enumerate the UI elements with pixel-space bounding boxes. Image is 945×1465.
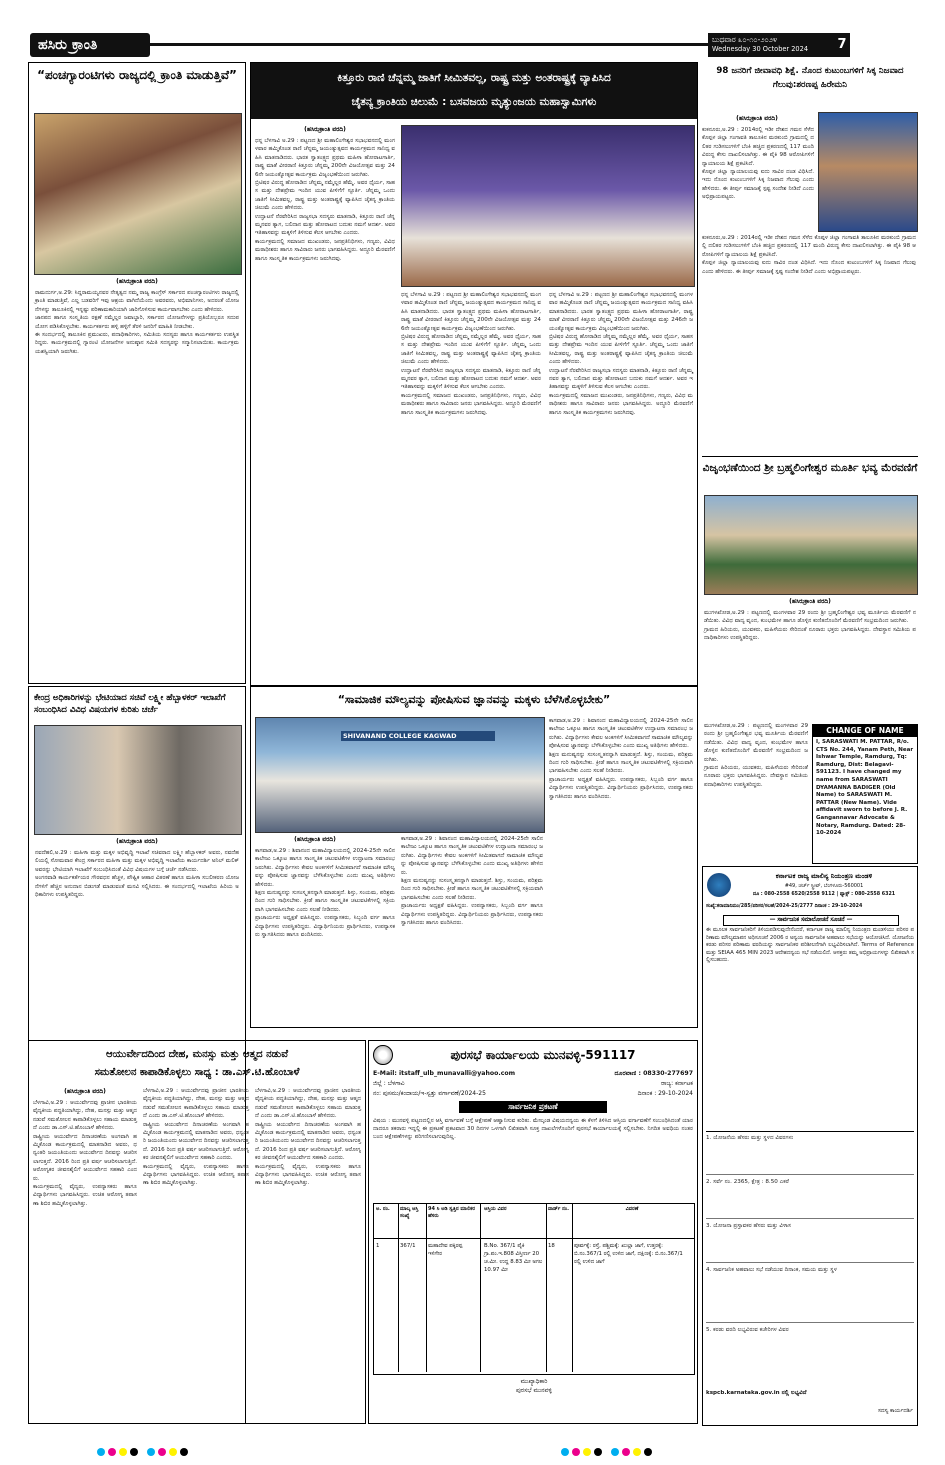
kspcb-notice: [702, 866, 918, 1426]
change-of-name-title: CHANGE OF NAME: [813, 725, 917, 737]
ayurveda-credit: (ಹಸಿರುಕ್ರಾಂತಿ ವರದಿ): [64, 1088, 106, 1095]
college-body-col2: ಕಾಗವಾಡ,ಅ.29 : ಶಿವಾನಂದ ಮಹಾವಿದ್ಯಾಲಯದಲ್ಲಿ 2024-25ನೇ ಸಾಲಿನ ಕಾಲೇಜು ಒಕ್ಕೂಟ ಹಾಗೂ ಸಾಂಸ್ಕೃತಿಕ ಚಟುವಟಿಕೆಗಳ ಉದ್ಘಾಟನಾ ಸಮಾರಂಭ ಜರುಗಿತು. ವಿದ್ಯಾರ್ಥಿಗಳು ಕೇವಲ ಅಂಕಗಳಿಗೆ ಸೀಮಿತವಾಗದೆ ಸಾಮಾಜಿಕ ಮೌಲ್ಯವನ್ನು ಪೋಷಿಸುವ ಜ್ಞಾನವನ್ನು ಬೆಳೆಸಿಕೊಳ್ಳಬೇಕು ಎಂದು ಮುಖ್ಯ ಅತಿಥಿಗಳು ಹೇಳಿದರು. ಶಿಕ್ಷಣ ಮನುಷ್ಯನನ್ನು ಸುಸಂಸ್ಕೃತನನ್ನಾಗಿ ಮಾಡುತ್ತದೆ. ಶಿಸ್ತು, ಸಂಯಮ, ಪರಿಶ್ರಮದಿಂದ ಗುರಿ ಸಾಧಿಸಬೇಕು. ಕ್ರೀಡೆ ಹಾಗೂ ಸಾಂಸ್ಕೃತಿಕ ಚಟುವಟಿಕೆಗಳಲ್ಲಿ ಸಕ್ರಿಯವಾಗಿ ಭಾಗವಹಿಸಬೇಕು ಎಂದು ಸಲಹೆ ನೀಡಿದರು. ಪ್ರಾಚಾರ್ಯರು ಅಧ್ಯಕ್ಷತೆ ವಹಿಸಿದ್ದರು. ಉಪನ್ಯಾಸಕರು, ಸಿಬ್ಬಂದಿ ವರ್ಗ ಹಾಗೂ ವಿದ್ಯಾರ್ಥಿಗಳು ಉಪಸ್ಥಿತರಿದ್ದರು. ವಿದ್ಯಾರ್ಥಿನಿಯರು ಪ್ರಾರ್ಥಿಸಿದರು, ಉಪನ್ಯಾಸಕರು ಸ್ವಾಗತಿಸಿದರು ಹಾಗೂ ವಂದಿಸಿದರು.: [401, 836, 543, 927]
municipal-notice: [368, 1040, 698, 1424]
table-header-row: [374, 1204, 694, 1239]
kspcb-title: ಕರ್ನಾಟಕ ರಾಜ್ಯ ಮಾಲಿನ್ಯ ನಿಯಂತ್ರಣ ಮಂಡಳಿ: [775, 872, 873, 880]
guarantee-credit: (ಹಸಿರುಕ್ರಾಂತಿ ವರದಿ): [116, 278, 158, 285]
table-cell: ಪೂರ್ವಕ್ಕೆ: ರಸ್ತೆ, ಪಶ್ಚಿಮಕ್ಕೆ: ಖುಲ್ಲಾ ಜಾಗೆ, ಉತ್ತರಕ್ಕೆ: ಬಿ.ನಂ.367/1 ರಲ್ಲಿ ಉಳಿದ ಜಾಗೆ, ದಕ್ಷಿಣಕ್ಕೆ: ಬಿ.ನಂ.367/1 ರಲ್ಲಿ ಉಳಿದ ಜಾಗೆ: [574, 1243, 683, 1265]
kspcb-item: 5. ಕರಡು ವರದಿ ಲಭ್ಯವಿರುವ ಕಚೇರಿಗಳ ವಿವರ: [706, 1327, 789, 1333]
table-header: ವಿವರಣೆ: [625, 1206, 639, 1212]
life-sentence-credit: (ಹಸಿರುಕ್ರಾಂತಿ ವರದಿ): [736, 115, 778, 122]
chennamma-body-col2: ಧನ್ನ ಬೆಳಗಾವಿ ಅ.29 : ಪಟ್ಟಣದ ಶ್ರೀ ಮಹಾಲಿಂಗೇಶ್ವರ ಸಭಾಭವನದಲ್ಲಿ ಮಂಗಳವಾರ ಹಮ್ಮಿಕೊಂಡ ರಾಣಿ ಚೆನ್ನಮ್ಮ ಜಯಂತ್ಯುತ್ಸವದ ಕಾರ್ಯಕ್ರಮದ ಸಾನಿಧ್ಯ ವಹಿಸಿ ಮಾತನಾಡಿದರು. ಭಾರತ ಸ್ವಾತಂತ್ರ್ಯದ ಪ್ರಥಮ ಮಹಿಳಾ ಹೋರಾಟಗಾರ್ತಿ, ರಾಷ್ಟ್ರ ಮಾತೆ ವೀರರಾಣಿ ಕಿತ್ತೂರು ಚೆನ್ನಮ್ಮ 200ನೇ ವಿಜಯೋತ್ಸವ ಮತ್ತು 246ನೇ ಜಯಂತ್ಯೋತ್ಸವ ಕಾರ್ಯಕ್ರಮ ವಿಜೃಂಭಣೆಯಿಂದ ಜರುಗಿತು. ಬ್ರಿಟಿಷರ ವಿರುದ್ಧ ಹೋರಾಡಿದ ಚೆನ್ನಮ್ಮ ನಮ್ಮೆಲ್ಲರ ಹೆಮ್ಮೆ. ಅವರ ಧೈರ್ಯ, ಸಾಹಸ ಮತ್ತು ದೇಶಪ್ರೇಮ ಇಂದಿನ ಯುವ ಪೀಳಿಗೆಗೆ ಸ್ಫೂರ್ತಿ. ಚೆನ್ನಮ್ಮ ಒಂದು ಜಾತಿಗೆ ಸೀಮಿತವಲ್ಲ, ರಾಷ್ಟ್ರ ಮತ್ತು ಅಂತರಾಷ್ಟ್ರಕ್ಕೆ ವ್ಯಾಪಿಸಿದ ಚೈತನ್ಯ ಕ್ರಾಂತಿಯ ಚಿಲುಮೆ ಎಂದು ಹೇಳಿದರು. ಉದ್ಘಾಟನೆ ನೆರವೇರಿಸಿದ ರಾಜ್ಯಸಭಾ ಸದಸ್ಯರು ಮಾತನಾಡಿ, ಕಿತ್ತೂರು ರಾಣಿ ಚೆನ್ನಮ್ಮನವರ ತ್ಯಾಗ, ಬಲಿದಾನ ಮತ್ತು ಹೋರಾಟದ ಬದುಕು ನಮಗೆ ಆದರ್ಶ. ಅವರ ಇತಿಹಾಸವನ್ನು ಮಕ್ಕಳಿಗೆ ತಿಳಿಸುವ ಕೆಲಸ ಆಗಬೇಕು ಎಂದರು. ಕಾರ್ಯಕ್ರಮದಲ್ಲಿ ಸಮಾಜದ ಮುಖಂಡರು, ಜನಪ್ರತಿನಿಧಿಗಳು, ಗಣ್ಯರು, ವಿವಿಧ ಮಠಾಧೀಶರು ಹಾಗೂ ಸಾವಿರಾರು ಜನರು ಭಾಗವಹಿಸಿದ್ದರು. ಅದ್ಧೂರಿ ಮೆರವಣಿಗೆ ಹಾಗೂ ಸಾಂಸ್ಕೃತಿಕ ಕಾರ್ಯಕ್ರಮಗಳು ಜರುಗಿದವು.: [401, 292, 541, 416]
registration-dots-icon: [96, 1447, 216, 1457]
municipal-signature: ಮುಖ್ಯಾಧಿಕಾರಿ ಪುರಸಭೆ ಮುನವಳ್ಳಿ: [516, 1378, 552, 1394]
kspcb-item: 3. ಯೋಜನಾ ಪ್ರಸ್ತಾವಕರ ಹೆಸರು ಮತ್ತು ವಿಳಾಸ: [706, 1222, 914, 1263]
kspcb-signature: ಸದಸ್ಯ ಕಾರ್ಯದರ್ಶಿ: [877, 1408, 913, 1414]
table-header: 94 ಸಿ ಅಡಿ ಸ್ವತ್ತಿನ ಮಾಲಿಕರ ಹೆಸರು: [428, 1206, 476, 1219]
municipal-subtitle: ಸಾರ್ವಜನಿಕ ಪ್ರಕಟಣೆ: [459, 1101, 607, 1113]
hebbalkar-body: ನವದೆಹಲಿ,ಅ.29 : ಮಹಿಳಾ ಮತ್ತು ಮಕ್ಕಳ ಅಭಿವೃದ್ಧಿ ಇಲಾಖೆ ಸಚಿವರಾದ ಲಕ್ಷ್ಮೀ ಹೆಬ್ಬಾಳಕರ್ ಅವರು, ನವದೆಹಲಿಯಲ್ಲಿ ಸೋಮವಾರ ಕೇಂದ್ರ ಸರ್ಕಾರದ ಮಹಿಳಾ ಮತ್ತು ಮಕ್ಕಳ ಅಭಿವೃದ್ಧಿ ಇಲಾಖೆಯ ಕಾರ್ಯದರ್ಶಿ ಅನಿಲ್ ಮಲಿಕ್ ಅವರನ್ನು ಭೇಟಿಯಾಗಿ ಇಲಾಖೆಗೆ ಸಂಬಂಧಿಸಿದಂತೆ ವಿವಿಧ ವಿಷಯಗಳ ಬಗ್ಗೆ ಚರ್ಚೆ ನಡೆಸಿದರು. ಅಂಗನವಾಡಿ ಕಾರ್ಯಕರ್ತೆಯರ ಗೌರವಧನ ಹೆಚ್ಚಳ, ಪೌಷ್ಟಿಕ ಆಹಾರ ವಿತರಣೆ ಹಾಗೂ ಮಹಿಳಾ ಸಬಲೀಕರಣ ಯೋಜನೆಗಳಿಗೆ ಹೆಚ್ಚಿನ ಅನುದಾನ ಬಿಡುಗಡೆ ಮಾಡುವಂತೆ ಮನವಿ ಸಲ್ಲಿಸಿದರು. ಈ ಸಂದರ್ಭದಲ್ಲಿ ಇಲಾಖೆಯ ಹಿರಿಯ ಅಧಿಕಾರಿಗಳು ಉಪಸ್ಥಿತರಿದ್ದರು.: [35, 850, 239, 899]
table-header: ಆಸ್ತಿಯ ವಿವರ: [484, 1206, 507, 1212]
chennamma-body-col3: ಧನ್ನ ಬೆಳಗಾವಿ ಅ.29 : ಪಟ್ಟಣದ ಶ್ರೀ ಮಹಾಲಿಂಗೇಶ್ವರ ಸಭಾಭವನದಲ್ಲಿ ಮಂಗಳವಾರ ಹಮ್ಮಿಕೊಂಡ ರಾಣಿ ಚೆನ್ನಮ್ಮ ಜಯಂತ್ಯುತ್ಸವದ ಕಾರ್ಯಕ್ರಮದ ಸಾನಿಧ್ಯ ವಹಿಸಿ ಮಾತನಾಡಿದರು. ಭಾರತ ಸ್ವಾತಂತ್ರ್ಯದ ಪ್ರಥಮ ಮಹಿಳಾ ಹೋರಾಟಗಾರ್ತಿ, ರಾಷ್ಟ್ರ ಮಾತೆ ವೀರರಾಣಿ ಕಿತ್ತೂರು ಚೆನ್ನಮ್ಮ 200ನೇ ವಿಜಯೋತ್ಸವ ಮತ್ತು 246ನೇ ಜಯಂತ್ಯೋತ್ಸವ ಕಾರ್ಯಕ್ರಮ ವಿಜೃಂಭಣೆಯಿಂದ ಜರುಗಿತು. ಬ್ರಿಟಿಷರ ವಿರುದ್ಧ ಹೋರಾಡಿದ ಚೆನ್ನಮ್ಮ ನಮ್ಮೆಲ್ಲರ ಹೆಮ್ಮೆ. ಅವರ ಧೈರ್ಯ, ಸಾಹಸ ಮತ್ತು ದೇಶಪ್ರೇಮ ಇಂದಿನ ಯುವ ಪೀಳಿಗೆಗೆ ಸ್ಫೂರ್ತಿ. ಚೆನ್ನಮ್ಮ ಒಂದು ಜಾತಿಗೆ ಸೀಮಿತವಲ್ಲ, ರಾಷ್ಟ್ರ ಮತ್ತು ಅಂತರಾಷ್ಟ್ರಕ್ಕೆ ವ್ಯಾಪಿಸಿದ ಚೈತನ್ಯ ಕ್ರಾಂತಿಯ ಚಿಲುಮೆ ಎಂದು ಹೇಳಿದರು. ಉದ್ಘಾಟನೆ ನೆರವೇರಿಸಿದ ರಾಜ್ಯಸಭಾ ಸದಸ್ಯರು ಮಾತನಾಡಿ, ಕಿತ್ತೂರು ರಾಣಿ ಚೆನ್ನಮ್ಮನವರ ತ್ಯಾಗ, ಬಲಿದಾನ ಮತ್ತು ಹೋರಾಟದ ಬದುಕು ನಮಗೆ ಆದರ್ಶ. ಅವರ ಇತಿಹಾಸವನ್ನು ಮಕ್ಕಳಿಗೆ ತಿಳಿಸುವ ಕೆಲಸ ಆಗಬೇಕು ಎಂದರು. ಕಾರ್ಯಕ್ರಮದಲ್ಲಿ ಸಮಾಜದ ಮುಖಂಡರು, ಜನಪ್ರತಿನಿಧಿಗಳು, ಗಣ್ಯರು, ವಿವಿಧ ಮಠಾಧೀಶರು ಹಾಗೂ ಸಾವಿರಾರು ಜನರು ಭಾಗವಹಿಸಿದ್ದರು. ಅದ್ಧೂರಿ ಮೆರವಣಿಗೆ ಹಾಗೂ ಸಾಂಸ್ಕೃತಿಕ ಕಾರ್ಯಕ್ರಮಗಳು ಜರುಗಿದವು.: [549, 292, 693, 416]
kspcb-items: [706, 1131, 914, 1382]
kspcb-subtitle: — ಸಾರ್ವಜನಿಕ ಸಮಾಲೋಚನೆ ಸೂಚನೆ —: [723, 915, 899, 926]
paper-name: ಹಸಿರು ಕ್ರಾಂತಿ: [38, 37, 98, 53]
article-college: [250, 686, 698, 1028]
municipal-table: [373, 1203, 695, 1375]
date-english: Wednesday 30 October 2024: [712, 45, 809, 53]
procession-photo: [704, 495, 918, 595]
kspcb-address: #49, ಚರ್ಚ್ ಸ್ಟ್ರೀಟ್, ಬೆಂಗಳೂರು-560001: [784, 883, 864, 889]
life-sentence-body-top: ಕುಕನೂರು,ಅ.29 : 2014ರಲ್ಲಿ ಇಡೀ ದೇಶದ ಗಮನ ಸೆಳೆದ ಕೊಪ್ಪಳ ಜಿಲ್ಲಾ ಗಂಗಾವತಿ ತಾಲೂಕಿನ ಮರಕುಂಬಿ ಗ್ರಾಮದಲ್ಲಿ ದಲಿತರ ಗುಡಿಸಲುಗಳಿಗೆ ಬೆಂಕಿ ಹಚ್ಚಿದ ಪ್ರಕರಣದಲ್ಲಿ 117 ಮಂದಿ ವಿರುದ್ಧ ಕೇಸು ದಾಖಲಿಸಲಾಗಿತ್ತು. ಈ ಪೈಕಿ 98 ಆರೋಪಿಗಳಿಗೆ ನ್ಯಾಯಾಲಯ ಶಿಕ್ಷೆ ಪ್ರಕಟಿಸಿದೆ. ಕೊಪ್ಪಳ ಜಿಲ್ಲಾ ನ್ಯಾಯಾಲಯವು ಐದು ಸಾವಿರ ದಂಡ ವಿಧಿಸಿದೆ. ಇದು ನೊಂದ ಕುಟುಂಬಗಳಿಗೆ ಸಿಕ್ಕ ನಿಜವಾದ ಗೆಲುವು ಎಂದು ಹೇಳಿದರು. ಈ ತೀರ್ಪು ಸಮಾಜಕ್ಕೆ ಸ್ಪಷ್ಟ ಸಂದೇಶ ನೀಡಿದೆ ಎಂದು ಅಭಿಪ್ರಾಯಪಟ್ಟರು.: [702, 127, 814, 201]
hiremani-portrait: [818, 112, 918, 232]
page-number: 7: [834, 33, 850, 57]
procession-body: ಮುಗಳಖೋಡ,ಅ.29 : ಪಟ್ಟಣದಲ್ಲಿ ಮಂಗಳವಾರ 29 ರಂದು ಶ್ರೀ ಬ್ರಹ್ಮಲಿಂಗೇಶ್ವರ ಭವ್ಯ ಮೂರ್ತಿಯ ಮೆರವಣಿಗೆ ನಡೆಯಿತು. ವಿವಿಧ ವಾದ್ಯ ವೃಂದ, ಕುಂಭಮೇಳ ಹಾಗೂ ಡೊಳ್ಳಿನ ಕುಣಿತದೊಂದಿಗೆ ಮೆರವಣಿಗೆ ಸಂಭ್ರಮದಿಂದ ಜರುಗಿತು. ಗ್ರಾಮದ ಹಿರಿಯರು, ಯುವಕರು, ಮಹಿಳೆಯರು ಸೇರಿದಂತೆ ನೂರಾರು ಭಕ್ತರು ಭಾಗವಹಿಸಿದ್ದರು. ದೇವಸ್ಥಾನ ಸಮಿತಿಯ ಪದಾಧಿಕಾರಿಗಳು ಉಪಸ್ಥಿತರಿದ್ದರು.: [704, 610, 916, 642]
guarantee-headline: “ಪಂಚಗ್ಯಾರಂಟಿಗಳು ರಾಜ್ಯದಲ್ಲಿ ಕ್ರಾಂತಿ ಮಾಡುತ್ತಿವೆ”: [37, 68, 237, 82]
article-guarantee: [28, 62, 246, 684]
article-procession: [702, 456, 918, 719]
kspcb-item: 4. ಸಾರ್ವಜನಿಕ ಅಹವಾಲು ಸಭೆ ನಡೆಯುವ ದಿನಾಂಕ, ಸಮಯ ಮತ್ತು ಸ್ಥಳ: [706, 1266, 914, 1323]
table-header: ಅ. ನಂ.: [376, 1206, 390, 1212]
municipal-body: ವಿಷಯ : ಮುನವಳ್ಳಿ ಪಟ್ಟಣದಲ್ಲಿನ ಆಸ್ತಿ ವರ್ಗಾವಣೆ ಬಗ್ಗೆ ಆಕ್ಷೇಪಣೆ ಆಹ್ವಾನಿಸುವ ಕುರಿತು. ಮೇಲ್ಕಂಡ ವಿಷಯದನ್ವಯ ಈ ಕೆಳಗೆ ತಿಳಿಸಿದ ಆಸ್ತಿಯ ವರ್ಗಾವಣೆಗೆ ಸಂಬಂಧಿಸಿದಂತೆ ಯಾರದಾದರೂ ತಕರಾರು ಇದ್ದಲ್ಲಿ ಈ ಪ್ರಕಟಣೆ ಪ್ರಕಟವಾದ 30 ದಿನಗಳ ಒಳಗಾಗಿ ಲಿಖಿತವಾಗಿ ಸೂಕ್ತ ದಾಖಲೆಗಳೊಂದಿಗೆ ಪುರಸಭೆ ಕಾರ್ಯಾಲಯಕ್ಕೆ ಸಲ್ಲಿಸಬೇಕು. ನಿಗದಿತ ಅವಧಿಯ ನಂತರ ಬಂದ ಆಕ್ಷೇಪಣೆಗಳನ್ನು ಪರಿಗಣಿಸಲಾಗುವುದಿಲ್ಲ.: [373, 1118, 695, 1140]
table-cell: 1: [376, 1243, 380, 1249]
municipal-phone: ದೂರವಾಣಿ : 08330-277697: [614, 1070, 693, 1077]
chennamma-headline-2: ಚೈತನ್ಯ ಕ್ರಾಂತಿಯ ಚಿಲುಮೆ : ಬಸವಜಯ ಮೃತ್ಯುಂಜಯ ಮಹಾಸ್ವಾಮಿಗಳು: [351, 96, 597, 108]
municipal-email[interactable]: E-Mail: itstaff_ulb_munavalli@yahoo.com: [373, 1070, 516, 1077]
ayurveda-body-col1: ಬೆಳಗಾವಿ,ಅ.29 : ಆಯುರ್ವೇದವು ಪ್ರಾಚೀನ ಭಾರತೀಯ ವೈದ್ಯಕೀಯ ಪದ್ಧತಿಯಾಗಿದ್ದು, ದೇಹ, ಮನಸ್ಸು ಮತ್ತು ಆತ್ಮದ ನಡುವೆ ಸಮತೋಲನ ಕಾಪಾಡಿಕೊಳ್ಳಲು ಸಹಾಯ ಮಾಡುತ್ತದೆ ಎಂದು ಡಾ.ಎಸ್.ಟಿ.ಹೊಂಬಾಳೆ ಹೇಳಿದರು. ರಾಷ್ಟ್ರೀಯ ಆಯುರ್ವೇದ ದಿನಾಚರಣೆಯ ಅಂಗವಾಗಿ ಹಮ್ಮಿಕೊಂಡ ಕಾರ್ಯಕ್ರಮದಲ್ಲಿ ಮಾತನಾಡಿದ ಅವರು, ಧನ್ವಂತರಿ ಜಯಂತಿಯಂದು ಆಯುರ್ವೇದ ದಿನವನ್ನು ಆಚರಿಸಲಾಗುತ್ತದೆ. 2016 ರಿಂದ ಪ್ರತಿ ವರ್ಷ ಆಚರಿಸಲಾಗುತ್ತಿದೆ. ಆರೋಗ್ಯಕರ ಜೀವನಶೈಲಿಗೆ ಆಯುರ್ವೇದ ಸಹಕಾರಿ ಎಂದರು. ಕಾರ್ಯಕ್ರಮದಲ್ಲಿ ವೈದ್ಯರು, ಉಪನ್ಯಾಸಕರು ಹಾಗೂ ವಿದ್ಯಾರ್ಥಿಗಳು ಭಾಗವಹಿಸಿದ್ದರು. ಉಚಿತ ಆರೋಗ್ಯ ತಪಾಸಣಾ ಶಿಬಿರ ಹಮ್ಮಿಕೊಳ್ಳಲಾಗಿತ್ತು.: [33, 1100, 137, 1207]
change-of-name-ad: [812, 724, 918, 864]
kspcb-item: 1. ಯೋಜನೆಯ ಹೆಸರು ಮತ್ತು ಸ್ಥಳದ ವಿವರಗಳು: [706, 1134, 914, 1175]
date-kannada: ಬುಧವಾರ ೩೦-೧೦-೨೦೨೪: [712, 35, 778, 44]
ayurveda-headline-2: ಸಮತೋಲನ ಕಾಪಾಡಿಕೊಳ್ಳಲು ಸಾಧ್ಯ : ಡಾ.ಎಸ್.ಟಿ.ಹೊಂಬಾಳೆ: [94, 1067, 300, 1078]
table-col-divider: [398, 1204, 399, 1372]
procession-credit: (ಹಸಿರುಕ್ರಾಂತಿ ವರದಿ): [789, 598, 831, 605]
masthead-rule: [150, 43, 720, 46]
guarantee-photo: [34, 113, 242, 275]
registration-marks-left: [96, 1442, 216, 1452]
table-cell: 367/1: [400, 1243, 416, 1249]
kspcb-footer-link[interactable]: kspcb.karnataka.gov.in ನಲ್ಲಿ ಲಭ್ಯವಿದೆ: [706, 1390, 807, 1396]
kspcb-ref: ಸಂಖ್ಯೆ:ಕರಾಮಾನಿಮಂ/285/ಪರಿಸರ/ಸಲಹೆ/2024-25/2777 ದಿನಾಂಕ : 29-10-2024: [706, 904, 863, 909]
guarantee-body: ರಾಮದುರ್ಗ,ಅ.29: ಸಿದ್ದರಾಮಯ್ಯನವರ ನೇತೃತ್ವದ ನಮ್ಮ ರಾಜ್ಯ ಕಾಂಗ್ರೆಸ್ ಸರ್ಕಾರದ ಪಂಚಗ್ಯಾರಂಟಿಗಳು ರಾಜ್ಯದಲ್ಲಿ ಕ್ರಾಂತಿ ಮಾಡುತ್ತಿವೆ, ಎಲ್ಲ ಬಡವರಿಗೆ ಇವು ಆಶ್ರಯ ವಾಗಿದೆಯೆಂದು ಅವರವರು, ಅಭಿಮಾನಿಗಳು, ಅದರಂತೆ ಯೋಜನೆಗಳನ್ನು ತಾಲೂಕಿನಲ್ಲಿ ಇನ್ನಷ್ಟು ಪರಿಣಾಮಕಾರಿಯಾಗಿ ಜಾರಿಗೊಳಿಸುವ ಕಾರ್ಯವಾಗಬೇಕು ಎಂದು ಹೇಳಿದರು. ಜಾನಪದ ಹಾಗೂ ಸಂಸ್ಕೃತಿಯ ರಕ್ಷಣೆ ನಮ್ಮೆಲ್ಲರ ಜವಾಬ್ದಾರಿ, ಸರ್ಕಾರದ ಯೋಜನೆಗಳನ್ನು ಪ್ರತಿಯೊಬ್ಬರೂ ಸದುಪಯೋಗ ಪಡಿಸಿಕೊಳ್ಳಬೇಕು. ಕಾರ್ಯಕರ್ತರು ಹಳ್ಳಿ ಹಳ್ಳಿಗೆ ತೆರಳಿ ಜನರಿಗೆ ಮಾಹಿತಿ ನೀಡಬೇಕು. ಈ ಸಂದರ್ಭದಲ್ಲಿ ತಾಲೂಕಿನ ಪ್ರಮುಖರು, ಪದಾಧಿಕಾರಿಗಳು, ಸಮಿತಿಯ ಸದಸ್ಯರು ಹಾಗೂ ಕಾರ್ಯಕರ್ತರು ಉಪಸ್ಥಿತರಿದ್ದರು. ಕಾರ್ಯಕ್ರಮದಲ್ಲಿ ಗ್ಯಾರಂಟಿ ಯೋಜನೆಗಳ ಅನುಷ್ಠಾನ ಸಮಿತಿ ಸದಸ್ಯರನ್ನು ಸನ್ಮಾನಿಸಲಾಯಿತು. ಕಾರ್ಯಕ್ರಮ ಯಶಸ್ವಿಯಾಗಿ ಜರುಗಿತು.: [35, 290, 239, 355]
table-cell: B.No. 367/1 ಪೈಕಿ ಗ್ರಾ.ಪಂ.ಇ.808 ವಿಸ್ತೀರ್ಣ 20 ಚ.ಮೀ. ಉದ್ದ 8.83 ಮೀ ಅಗಲ 10.97 ಮೀ: [484, 1243, 543, 1273]
municipal-district: ಜಿಲ್ಲೆ : ಬೆಳಗಾವಿ: [373, 1080, 405, 1087]
college-headline: “ಸಾಮಾಜಿಕ ಮೌಲ್ಯವನ್ನು ಪೋಷಿಸುವ ಜ್ಞಾನವನ್ನು ಮಕ್ಕಳು ಬೆಳೆಸಿಕೊಳ್ಳಬೇಕು”: [337, 693, 611, 706]
college-body-col3: ಕಾಗವಾಡ,ಅ.29 : ಶಿವಾನಂದ ಮಹಾವಿದ್ಯಾಲಯದಲ್ಲಿ 2024-25ನೇ ಸಾಲಿನ ಕಾಲೇಜು ಒಕ್ಕೂಟ ಹಾಗೂ ಸಾಂಸ್ಕೃತಿಕ ಚಟುವಟಿಕೆಗಳ ಉದ್ಘಾಟನಾ ಸಮಾರಂಭ ಜರುಗಿತು. ವಿದ್ಯಾರ್ಥಿಗಳು ಕೇವಲ ಅಂಕಗಳಿಗೆ ಸೀಮಿತವಾಗದೆ ಸಾಮಾಜಿಕ ಮೌಲ್ಯವನ್ನು ಪೋಷಿಸುವ ಜ್ಞಾನವನ್ನು ಬೆಳೆಸಿಕೊಳ್ಳಬೇಕು ಎಂದು ಮುಖ್ಯ ಅತಿಥಿಗಳು ಹೇಳಿದರು. ಶಿಕ್ಷಣ ಮನುಷ್ಯನನ್ನು ಸುಸಂಸ್ಕೃತನನ್ನಾಗಿ ಮಾಡುತ್ತದೆ. ಶಿಸ್ತು, ಸಂಯಮ, ಪರಿಶ್ರಮದಿಂದ ಗುರಿ ಸಾಧಿಸಬೇಕು. ಕ್ರೀಡೆ ಹಾಗೂ ಸಾಂಸ್ಕೃತಿಕ ಚಟುವಟಿಕೆಗಳಲ್ಲಿ ಸಕ್ರಿಯವಾಗಿ ಭಾಗವಹಿಸಬೇಕು ಎಂದು ಸಲಹೆ ನೀಡಿದರು. ಪ್ರಾಚಾರ್ಯರು ಅಧ್ಯಕ್ಷತೆ ವಹಿಸಿದ್ದರು. ಉಪನ್ಯಾಸಕರು, ಸಿಬ್ಬಂದಿ ವರ್ಗ ಹಾಗೂ ವಿದ್ಯಾರ್ಥಿಗಳು ಉಪಸ್ಥಿತರಿದ್ದರು. ವಿದ್ಯಾರ್ಥಿನಿಯರು ಪ್ರಾರ್ಥಿಸಿದರು, ಉಪನ್ಯಾಸಕರು ಸ್ವಾಗತಿಸಿದರು ಹಾಗೂ ವಂದಿಸಿದರು.: [549, 718, 693, 800]
municipal-logo: [373, 1045, 393, 1065]
table-col-divider: [572, 1204, 573, 1372]
ayurveda-body-col3: ಬೆಳಗಾವಿ,ಅ.29 : ಆಯುರ್ವೇದವು ಪ್ರಾಚೀನ ಭಾರತೀಯ ವೈದ್ಯಕೀಯ ಪದ್ಧತಿಯಾಗಿದ್ದು, ದೇಹ, ಮನಸ್ಸು ಮತ್ತು ಆತ್ಮದ ನಡುವೆ ಸಮತೋಲನ ಕಾಪಾಡಿಕೊಳ್ಳಲು ಸಹಾಯ ಮಾಡುತ್ತದೆ ಎಂದು ಡಾ.ಎಸ್.ಟಿ.ಹೊಂಬಾಳೆ ಹೇಳಿದರು. ರಾಷ್ಟ್ರೀಯ ಆಯುರ್ವೇದ ದಿನಾಚರಣೆಯ ಅಂಗವಾಗಿ ಹಮ್ಮಿಕೊಂಡ ಕಾರ್ಯಕ್ರಮದಲ್ಲಿ ಮಾತನಾಡಿದ ಅವರು, ಧನ್ವಂತರಿ ಜಯಂತಿಯಂದು ಆಯುರ್ವೇದ ದಿನವನ್ನು ಆಚರಿಸಲಾಗುತ್ತದೆ. 2016 ರಿಂದ ಪ್ರತಿ ವರ್ಷ ಆಚರಿಸಲಾಗುತ್ತಿದೆ. ಆರೋಗ್ಯಕರ ಜೀವನಶೈಲಿಗೆ ಆಯುರ್ವೇದ ಸಹಕಾರಿ ಎಂದರು. ಕಾರ್ಯಕ್ರಮದಲ್ಲಿ ವೈದ್ಯರು, ಉಪನ್ಯಾಸಕರು ಹಾಗೂ ವಿದ್ಯಾರ್ಥಿಗಳು ಭಾಗವಹಿಸಿದ್ದರು. ಉಚಿತ ಆರೋಗ್ಯ ತಪಾಸಣಾ ಶಿಬಿರ ಹಮ್ಮಿಕೊಳ್ಳಲಾಗಿತ್ತು.: [255, 1088, 361, 1187]
life-sentence-headline: 98 ಜನರಿಗೆ ಜೀವಾವಧಿ ಶಿಕ್ಷೆ. ನೊಂದ ಕುಟುಂಬಗಳಿಗೆ ಸಿಕ್ಕ ನಿಜವಾದ ಗೆಲುವು:ಶರಣಪ್ಪ ಹಿರೇಮನಿ: [716, 66, 904, 90]
kspcb-logo: [707, 873, 731, 897]
kspcb-phone: ದೂ : 080-2558 6520/2558 9112 | ಫ್ಯಾಕ್ಸ್ : 080-2558 6321: [752, 892, 896, 897]
table-header: ಮಾಲ್ಕ ಆಸ್ತಿ ಸಂಖ್ಯೆ: [400, 1206, 419, 1219]
life-sentence-body: ಕುಕನೂರು,ಅ.29 : 2014ರಲ್ಲಿ ಇಡೀ ದೇಶದ ಗಮನ ಸೆಳೆದ ಕೊಪ್ಪಳ ಜಿಲ್ಲಾ ಗಂಗಾವತಿ ತಾಲೂಕಿನ ಮರಕುಂಬಿ ಗ್ರಾಮದಲ್ಲಿ ದಲಿತರ ಗುಡಿಸಲುಗಳಿಗೆ ಬೆಂಕಿ ಹಚ್ಚಿದ ಪ್ರಕರಣದಲ್ಲಿ 117 ಮಂದಿ ವಿರುದ್ಧ ಕೇಸು ದಾಖಲಿಸಲಾಗಿತ್ತು. ಈ ಪೈಕಿ 98 ಆರೋಪಿಗಳಿಗೆ ನ್ಯಾಯಾಲಯ ಶಿಕ್ಷೆ ಪ್ರಕಟಿಸಿದೆ. ಕೊಪ್ಪಳ ಜಿಲ್ಲಾ ನ್ಯಾಯಾಲಯವು ಐದು ಸಾವಿರ ದಂಡ ವಿಧಿಸಿದೆ. ಇದು ನೊಂದ ಕುಟುಂಬಗಳಿಗೆ ಸಿಕ್ಕ ನಿಜವಾದ ಗೆಲುವು ಎಂದು ಹೇಳಿದರು. ಈ ತೀರ್ಪು ಸಮಾಜಕ್ಕೆ ಸ್ಪಷ್ಟ ಸಂದೇಶ ನೀಡಿದೆ ಎಂದು ಅಭಿಪ್ರಾಯಪಟ್ಟರು.: [702, 235, 916, 275]
table-col-divider: [546, 1204, 547, 1372]
chennamma-body-col1: ಧನ್ನ ಬೆಳಗಾವಿ ಅ.29 : ಪಟ್ಟಣದ ಶ್ರೀ ಮಹಾಲಿಂಗೇಶ್ವರ ಸಭಾಭವನದಲ್ಲಿ ಮಂಗಳವಾರ ಹಮ್ಮಿಕೊಂಡ ರಾಣಿ ಚೆನ್ನಮ್ಮ ಜಯಂತ್ಯುತ್ಸವದ ಕಾರ್ಯಕ್ರಮದ ಸಾನಿಧ್ಯ ವಹಿಸಿ ಮಾತನಾಡಿದರು. ಭಾರತ ಸ್ವಾತಂತ್ರ್ಯದ ಪ್ರಥಮ ಮಹಿಳಾ ಹೋರಾಟಗಾರ್ತಿ, ರಾಷ್ಟ್ರ ಮಾತೆ ವೀರರಾಣಿ ಕಿತ್ತೂರು ಚೆನ್ನಮ್ಮ 200ನೇ ವಿಜಯೋತ್ಸವ ಮತ್ತು 246ನೇ ಜಯಂತ್ಯೋತ್ಸವ ಕಾರ್ಯಕ್ರಮ ವಿಜೃಂಭಣೆಯಿಂದ ಜರುಗಿತು. ಬ್ರಿಟಿಷರ ವಿರುದ್ಧ ಹೋರಾಡಿದ ಚೆನ್ನಮ್ಮ ನಮ್ಮೆಲ್ಲರ ಹೆಮ್ಮೆ. ಅವರ ಧೈರ್ಯ, ಸಾಹಸ ಮತ್ತು ದೇಶಪ್ರೇಮ ಇಂದಿನ ಯುವ ಪೀಳಿಗೆಗೆ ಸ್ಫೂರ್ತಿ. ಚೆನ್ನಮ್ಮ ಒಂದು ಜಾತಿಗೆ ಸೀಮಿತವಲ್ಲ, ರಾಷ್ಟ್ರ ಮತ್ತು ಅಂತರಾಷ್ಟ್ರಕ್ಕೆ ವ್ಯಾಪಿಸಿದ ಚೈತನ್ಯ ಕ್ರಾಂತಿಯ ಚಿಲುಮೆ ಎಂದು ಹೇಳಿದರು. ಉದ್ಘಾಟನೆ ನೆರವೇರಿಸಿದ ರಾಜ್ಯಸಭಾ ಸದಸ್ಯರು ಮಾತನಾಡಿ, ಕಿತ್ತೂರು ರಾಣಿ ಚೆನ್ನಮ್ಮನವರ ತ್ಯಾಗ, ಬಲಿದಾನ ಮತ್ತು ಹೋರಾಟದ ಬದುಕು ನಮಗೆ ಆದರ್ಶ. ಅವರ ಇತಿಹಾಸವನ್ನು ಮಕ್ಕಳಿಗೆ ತಿಳಿಸುವ ಕೆಲಸ ಆಗಬೇಕು ಎಂದರು. ಕಾರ್ಯಕ್ರಮದಲ್ಲಿ ಸಮಾಜದ ಮುಖಂಡರು, ಜನಪ್ರತಿನಿಧಿಗಳು, ಗಣ್ಯರು, ವಿವಿಧ ಮಠಾಧೀಶರು ಹಾಗೂ ಸಾವಿರಾರು ಜನರು ಭಾಗವಹಿಸಿದ್ದರು. ಅದ್ಧೂರಿ ಮೆರವಣಿಗೆ ಹಾಗೂ ಸಾಂಸ್ಕೃತಿಕ ಕಾರ್ಯಕ್ರಮಗಳು ಜರುಗಿದವು.: [255, 138, 395, 262]
hebbalkar-credit: (ಹಸಿರುಕ್ರಾಂತಿ ವರದಿ): [116, 838, 158, 845]
change-of-name-body: I, SARASWATI M. PATTAR, R/o. CTS No. 244, Yanam Peth, Near Ishwar Temple, Ramdurg, Tq: Ramdurg, Dist: Belagavi-591123. I have changed my name from SARASWATI DYAMANNA BADIGER (Old Name) to SARASWATI M. PATTAR (New Name). Vide affidavit sworn to before J. R. Gangannavar Advocate & Notary, Ramdurg. Dated: 28-10-2024: [816, 739, 914, 837]
kspcb-body: ಈ ಮೂಲಕ ಸಾರ್ವಜನಿಕರಿಗೆ ತಿಳಿಯಪಡಿಸುವುದೇನೆಂದರೆ, ಕರ್ನಾಟಕ ರಾಜ್ಯ ಮಾಲಿನ್ಯ ನಿಯಂತ್ರಣ ಮಂಡಳಿಯು ಪರಿಸರ ಪರಿಣಾಮ ಮೌಲ್ಯಮಾಪನ ಅಧಿಸೂಚನೆ 2006 ರ ಅನ್ವಯ ಸಾರ್ವಜನಿಕ ಅಹವಾಲು ಸಭೆಯನ್ನು ಆಯೋಜಿಸಿದೆ. ಯೋಜನೆಯ ಕರಡು ಪರಿಸರ ಪರಿಣಾಮ ವರದಿಯನ್ನು ಸಾರ್ವಜನಿಕರ ಪರಿಶೀಲನೆಗಾಗಿ ಲಭ್ಯವಿರಿಸಲಾಗಿದೆ. Terms of Reference ಮತ್ತು SEIAA 465 MIN 2023 ಆದೇಶದನ್ವಯ ಸಭೆ ನಡೆಯಲಿದೆ. ಆಸಕ್ತರು ತಮ್ಮ ಅಭಿಪ್ರಾಯಗಳನ್ನು ಲಿಖಿತವಾಗಿ ಸಲ್ಲಿಸಬಹುದು.: [706, 927, 916, 964]
ayurveda-body-col2: ಬೆಳಗಾವಿ,ಅ.29 : ಆಯುರ್ವೇದವು ಪ್ರಾಚೀನ ಭಾರತೀಯ ವೈದ್ಯಕೀಯ ಪದ್ಧತಿಯಾಗಿದ್ದು, ದೇಹ, ಮನಸ್ಸು ಮತ್ತು ಆತ್ಮದ ನಡುವೆ ಸಮತೋಲನ ಕಾಪಾಡಿಕೊಳ್ಳಲು ಸಹಾಯ ಮಾಡುತ್ತದೆ ಎಂದು ಡಾ.ಎಸ್.ಟಿ.ಹೊಂಬಾಳೆ ಹೇಳಿದರು. ರಾಷ್ಟ್ರೀಯ ಆಯುರ್ವೇದ ದಿನಾಚರಣೆಯ ಅಂಗವಾಗಿ ಹಮ್ಮಿಕೊಂಡ ಕಾರ್ಯಕ್ರಮದಲ್ಲಿ ಮಾತನಾಡಿದ ಅವರು, ಧನ್ವಂತರಿ ಜಯಂತಿಯಂದು ಆಯುರ್ವೇದ ದಿನವನ್ನು ಆಚರಿಸಲಾಗುತ್ತದೆ. 2016 ರಿಂದ ಪ್ರತಿ ವರ್ಷ ಆಚರಿಸಲಾಗುತ್ತಿದೆ. ಆರೋಗ್ಯಕರ ಜೀವನಶೈಲಿಗೆ ಆಯುರ್ವೇದ ಸಹಕಾರಿ ಎಂದರು. ಕಾರ್ಯಕ್ರಮದಲ್ಲಿ ವೈದ್ಯರು, ಉಪನ್ಯಾಸಕರು ಹಾಗೂ ವಿದ್ಯಾರ್ಥಿಗಳು ಭಾಗವಹಿಸಿದ್ದರು. ಉಚಿತ ಆರೋಗ್ಯ ತಪಾಸಣಾ ಶಿಬಿರ ಹಮ್ಮಿಕೊಳ್ಳಲಾಗಿತ್ತು.: [143, 1088, 249, 1187]
municipal-state: ರಾಜ್ಯ: ಕರ್ನಾಟಕ: [661, 1080, 693, 1087]
municipal-ref: ನಂ: ಪುಸಮು/ಕಂದಾಯ/ಇ-ಸ್ವತ್ತು ವರ್ಗಾವಣೆ/2024-25: [373, 1090, 486, 1097]
procession-body-continued: ಮುಗಳಖೋಡ,ಅ.29 : ಪಟ್ಟಣದಲ್ಲಿ ಮಂಗಳವಾರ 29 ರಂದು ಶ್ರೀ ಬ್ರಹ್ಮಲಿಂಗೇಶ್ವರ ಭವ್ಯ ಮೂರ್ತಿಯ ಮೆರವಣಿಗೆ ನಡೆಯಿತು. ವಿವಿಧ ವಾದ್ಯ ವೃಂದ, ಕುಂಭಮೇಳ ಹಾಗೂ ಡೊಳ್ಳಿನ ಕುಣಿತದೊಂದಿಗೆ ಮೆರವಣಿಗೆ ಸಂಭ್ರಮದಿಂದ ಜರುಗಿತು. ಗ್ರಾಮದ ಹಿರಿಯರು, ಯುವಕರು, ಮಹಿಳೆಯರು ಸೇರಿದಂತೆ ನೂರಾರು ಭಕ್ತರು ಭಾಗವಹಿಸಿದ್ದರು. ದೇವಸ್ಥಾನ ಸಮಿತಿಯ ಪದಾಧಿಕಾರಿಗಳು ಉಪಸ್ಥಿತರಿದ್ದರು.: [704, 723, 808, 788]
chennamma-headline-1: ಕಿತ್ತೂರು ರಾಣಿ ಚೆನ್ನಮ್ಮ ಜಾತಿಗೆ ಸೀಮಿತವಲ್ಲ, ರಾಷ್ಟ್ರ ಮತ್ತು ಅಂತರಾಷ್ಟ್ರಕ್ಕೆ ವ್ಯಾಪಿಸಿದ: [337, 72, 611, 84]
ayurveda-headline-1: ಆಯುರ್ವೇದದಿಂದ ದೇಹ, ಮನಸ್ಸು ಮತ್ತು ಆತ್ಮದ ನಡುವೆ: [105, 1049, 289, 1060]
college-banner: SHIVANAND COLLEGE KAGWAD: [341, 731, 495, 741]
table-col-divider: [480, 1204, 481, 1372]
article-life-sentence: [702, 62, 918, 454]
article-chennamma: [250, 62, 698, 686]
table-row: [374, 1238, 694, 1372]
date-block: [708, 33, 834, 57]
article-ayurveda-box: [28, 1040, 366, 1424]
municipal-title: ಪುರಸಭೆ ಕಾರ್ಯಾಲಯ ಮುನವಳ್ಳಿ-591117: [450, 1048, 636, 1062]
college-credit: (ಹಸಿರುಕ್ರಾಂತಿ ವರದಿ): [294, 836, 336, 843]
registration-dots-icon: [560, 1447, 680, 1457]
kspcb-item: 2. ಸರ್ವೆ ನಂ. 2365, ಕ್ಷೇತ್ರ : 8.50 ಎಕರೆ: [706, 1178, 914, 1219]
table-cell: ಮಹಾದೇವ ಪಕ್ಕಿರಪ್ಪ ಇಳಿಗೇರ: [428, 1243, 463, 1257]
college-body-col1: ಕಾಗವಾಡ,ಅ.29 : ಶಿವಾನಂದ ಮಹಾವಿದ್ಯಾಲಯದಲ್ಲಿ 2024-25ನೇ ಸಾಲಿನ ಕಾಲೇಜು ಒಕ್ಕೂಟ ಹಾಗೂ ಸಾಂಸ್ಕೃತಿಕ ಚಟುವಟಿಕೆಗಳ ಉದ್ಘಾಟನಾ ಸಮಾರಂಭ ಜರುಗಿತು. ವಿದ್ಯಾರ್ಥಿಗಳು ಕೇವಲ ಅಂಕಗಳಿಗೆ ಸೀಮಿತವಾಗದೆ ಸಾಮಾಜಿಕ ಮೌಲ್ಯವನ್ನು ಪೋಷಿಸುವ ಜ್ಞಾನವನ್ನು ಬೆಳೆಸಿಕೊಳ್ಳಬೇಕು ಎಂದು ಮುಖ್ಯ ಅತಿಥಿಗಳು ಹೇಳಿದರು. ಶಿಕ್ಷಣ ಮನುಷ್ಯನನ್ನು ಸುಸಂಸ್ಕೃತನನ್ನಾಗಿ ಮಾಡುತ್ತದೆ. ಶಿಸ್ತು, ಸಂಯಮ, ಪರಿಶ್ರಮದಿಂದ ಗುರಿ ಸಾಧಿಸಬೇಕು. ಕ್ರೀಡೆ ಹಾಗೂ ಸಾಂಸ್ಕೃತಿಕ ಚಟುವಟಿಕೆಗಳಲ್ಲಿ ಸಕ್ರಿಯವಾಗಿ ಭಾಗವಹಿಸಬೇಕು ಎಂದು ಸಲಹೆ ನೀಡಿದರು. ಪ್ರಾಚಾರ್ಯರು ಅಧ್ಯಕ್ಷತೆ ವಹಿಸಿದ್ದರು. ಉಪನ್ಯಾಸಕರು, ಸಿಬ್ಬಂದಿ ವರ್ಗ ಹಾಗೂ ವಿದ್ಯಾರ್ಥಿಗಳು ಉಪಸ್ಥಿತರಿದ್ದರು. ವಿದ್ಯಾರ್ಥಿನಿಯರು ಪ್ರಾರ್ಥಿಸಿದರು, ಉಪನ್ಯಾಸಕರು ಸ್ವಾಗತಿಸಿದರು ಹಾಗೂ ವಂದಿಸಿದರು.: [255, 848, 395, 939]
registration-marks-right: [560, 1442, 680, 1452]
hebbalkar-headline: ಕೇಂದ್ರ ಅಧಿಕಾರಿಗಳನ್ನು ಭೇಟಿಯಾದ ಸಚಿವೆ ಲಕ್ಷ್ಮೀ ಹೆಬ್ಬಾಳಕರ್ ಇಲಾಖೆಗೆ ಸಂಬಂಧಿಸಿದ ವಿವಿಧ ವಿಷಯಗಳ ಕುರಿತು ಚರ್ಚೆ: [34, 692, 226, 714]
table-col-divider: [426, 1204, 427, 1372]
table-header: ವಾರ್ಡ್ ನಂ.: [548, 1206, 570, 1212]
hebbalkar-photo: [34, 725, 242, 835]
municipal-date: ದಿನಾಂಕ : 29-10-2024: [637, 1090, 693, 1097]
chennamma-stage-photo: [401, 125, 695, 287]
table-cell: 18: [548, 1243, 555, 1249]
chennamma-credit: (ಹಸಿರುಕ್ರಾಂತಿ ವರದಿ): [304, 126, 346, 133]
article-ayurveda: [28, 1428, 29, 1429]
procession-headline: ವಿಜೃಂಭಣೆಯಿಂದ ಶ್ರೀ ಬ್ರಹ್ಮಲಿಂಗೇಶ್ವರ ಮೂರ್ತಿ ಭವ್ಯ ಮೆರವಣಿಗೆ: [702, 462, 918, 474]
